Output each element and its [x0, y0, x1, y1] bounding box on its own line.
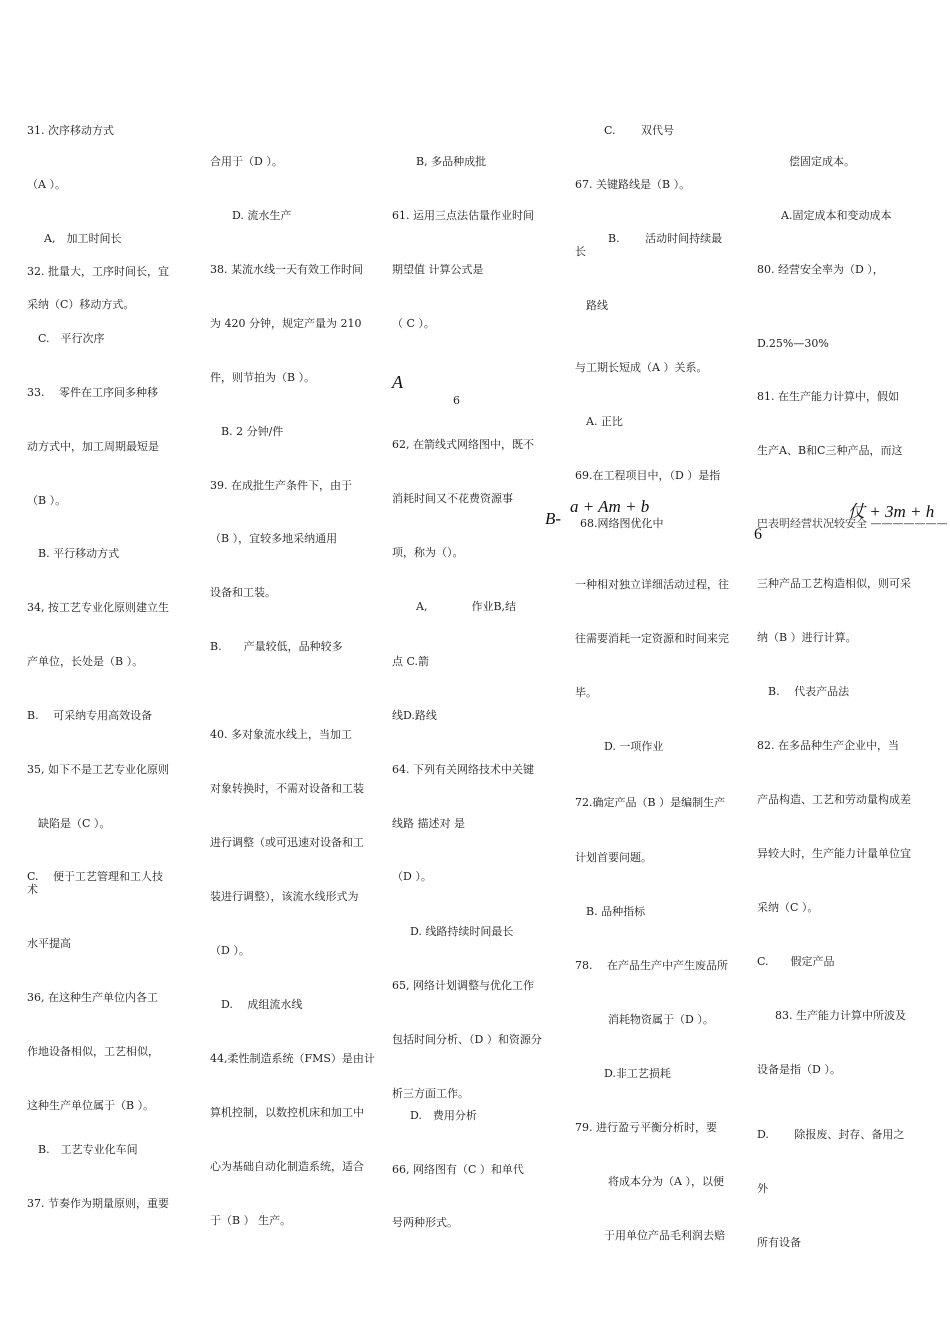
text-line: C. 平行次序	[38, 332, 105, 345]
text-line: D. 一项作业	[604, 740, 664, 753]
text-line: 件，则节拍为（B ）。	[210, 371, 316, 384]
text-line: 81. 在生产能力计算中，假如	[757, 390, 899, 403]
text-line: B. 代表产品法	[768, 685, 850, 698]
text-line: A.固定成本和变动成本	[781, 209, 892, 222]
text-line: 61. 运用三点法估量作业时间	[392, 209, 534, 222]
text-line: 39. 在成批生产条件下，由于	[210, 479, 352, 492]
text-line: 产品构造、工艺和劳动量构成差	[757, 793, 911, 806]
text-line: 62, 在箭线式网络图中，既不	[392, 438, 534, 451]
text-line: 于（B ） 生产。	[210, 1214, 292, 1227]
text-line: B. 2 分钟/件	[221, 425, 284, 438]
text-line: 偿固定成本。	[789, 155, 855, 168]
text-line: 号两种形式。	[392, 1216, 458, 1229]
text-line: （D ）。	[392, 870, 432, 883]
text-line: 65, 网络计划调整与优化工作	[392, 979, 534, 992]
text-line: 32. 批量大，工序时间长，宜	[27, 265, 169, 278]
text-line: 消耗时间又不花费资源事	[392, 492, 513, 505]
text-line: （A ）。	[27, 178, 66, 191]
text-line: A, 加工时间长	[44, 232, 122, 245]
text-line: D. 流水生产	[232, 209, 292, 222]
text-line: 点 C.箭	[392, 655, 430, 668]
text-line: 83. 生产能力计算中所波及	[775, 1009, 906, 1022]
text-line: 对象转换时，不需对设备和工装	[210, 782, 364, 795]
text-line: 进行调整（或可迅速对设备和工	[210, 836, 364, 849]
text-line: D. 成组流水线	[221, 998, 303, 1011]
formula-denominator: 6	[754, 526, 762, 543]
text-line: B. 平行移动方式	[38, 547, 120, 560]
text-line: 缺陷是（C ）。	[38, 817, 111, 830]
text-line: D.25%—30%	[757, 337, 829, 350]
text-line: 40. 多对象流水线上，当加工	[210, 728, 352, 741]
text-line: D. 除报废、封存、备用之	[757, 1128, 905, 1141]
text-line: 设备和工装。	[210, 586, 276, 599]
text-line: 纳（B ）进行计算。	[757, 631, 857, 644]
text-line: 长	[575, 245, 586, 258]
text-line: 一种相对独立详细活动过程，往	[575, 578, 729, 591]
text-line: 72.确定产品（B ）是编制生产	[575, 796, 726, 809]
text-line: 69.在工程项目中，（D ）是指	[575, 469, 721, 482]
text-line: C. 便于工艺管理和工人技	[27, 870, 164, 883]
text-line: （B ），宜较多地采纳通用	[210, 532, 338, 545]
text-line: 消耗物资属于（D ）。	[608, 1013, 714, 1026]
text-line: 三种产品工艺构造相似，则可采	[757, 577, 911, 590]
text-line: 水平提高	[27, 937, 71, 950]
text-line: 术	[27, 883, 38, 896]
text-line: 合用于（D ）。	[210, 155, 283, 168]
text-line: 将成本分为（A ），以便	[608, 1175, 724, 1188]
text-line: B. 可采纳专用高效设备	[27, 709, 153, 722]
text-line: 路线	[586, 299, 608, 312]
text-line: D.非工艺损耗	[604, 1067, 671, 1080]
text-line: 38. 某流水线一天有效工作时间	[210, 263, 363, 276]
text-line: A. 正比	[586, 415, 623, 428]
text-line: 生产A、B和C三种产品，而这	[757, 444, 903, 457]
text-line: 为 420 分钟，规定产量为 210	[210, 317, 362, 330]
text-line: 毕。	[575, 686, 597, 699]
text-line: C. 假定产品	[757, 955, 835, 968]
text-line: 82. 在多品种生产企业中，当	[757, 739, 899, 752]
text-line: A, 作业B,结	[416, 600, 517, 613]
text-line: 项，称为（）。	[392, 546, 464, 559]
text-line: 设备是指（D ）。	[757, 1063, 841, 1076]
text-line: B. 品种指标	[586, 905, 646, 918]
text-line: 这种生产单位属于（B ）。	[27, 1099, 155, 1112]
text-line: B. 活动时间持续最	[608, 232, 723, 245]
text-line: 于用单位产品毛利润去赔	[604, 1229, 725, 1242]
text-line: 装进行调整），该流水线形式为	[210, 890, 359, 903]
text-line: 64. 下列有关网络技术中关键	[392, 763, 534, 776]
text-line: 37. 节奏作为期量原则，重要	[27, 1197, 169, 1210]
text-line: B. 工艺专业化车间	[38, 1143, 138, 1156]
text-line: 采纳（C）移动方式。	[27, 298, 135, 311]
text-line: D. 费用分析	[410, 1109, 477, 1122]
text-line: 往需要消耗一定资源和时间来完	[575, 632, 729, 645]
text-line: 34, 按工艺专业化原则建立生	[27, 601, 169, 614]
text-line: 78. 在产品生产中产生废品所	[575, 959, 728, 972]
text-line: 31. 次序移动方式	[27, 124, 114, 137]
text-line: 33. 零件在工序间多种移	[27, 386, 158, 399]
text-line: 所有设备	[757, 1236, 801, 1249]
text-line: 动方式中，加工周期最短是	[27, 440, 159, 453]
text-line: 6	[453, 394, 460, 407]
text-line: 线D.路线	[392, 709, 437, 722]
text-line: 采纳（C ）。	[757, 901, 819, 914]
text-line: 80. 经营安全率为（D ），	[757, 263, 884, 276]
text-line: 心为基础自动化制造系统，适合	[210, 1160, 364, 1173]
text-line: 计划首要问题。	[575, 851, 652, 864]
formula-numerator-right: 仗 + 3m + h	[848, 502, 935, 521]
text-line: 析三方面工作。	[392, 1087, 469, 1100]
text-line: B. 产量较低，品种较多	[210, 640, 343, 653]
formula-overlay-text: 巴表明经营状况较安全 ———————	[757, 517, 948, 530]
text-line: 79. 进行盈亏平衡分析时，要	[575, 1121, 717, 1134]
formula-prefix: B-	[545, 509, 562, 528]
text-line: 68.网络图优化中	[580, 517, 664, 530]
formula-numerator-left: a + Am + b	[570, 497, 650, 516]
text-line: 线路 描述对 是	[392, 817, 465, 830]
text-line: 外	[757, 1182, 768, 1195]
text-line: 异较大时，生产能力计量单位宜	[757, 847, 911, 860]
text-line: 算机控制，以数控机床和加工中	[210, 1106, 364, 1119]
text-line: 与工期长短成（A ）关系。	[575, 361, 708, 374]
text-line: 产单位，长处是（B ）。	[27, 655, 144, 668]
text-line: B, 多品种成批	[416, 155, 487, 168]
text-line: D. 线路持续时间最长	[410, 925, 514, 938]
text-line: 期望值 计算公式是	[392, 263, 484, 276]
text-line: 44,柔性制造系统（FMS）是由计	[210, 1052, 375, 1065]
text-line: 66, 网络图有（C ）和单代	[392, 1163, 524, 1176]
text-line: C. 双代号	[604, 124, 675, 137]
text-line: 包括时间分析、（D ）和资源分	[392, 1033, 542, 1046]
text-line: （D ）。	[210, 944, 250, 957]
text-line: （B ）。	[27, 494, 67, 507]
text-line: 67. 关键路线是（B ）。	[575, 178, 691, 191]
text-line: 36, 在这种生产单位内各工	[27, 991, 158, 1004]
text-line: （ C ）。	[392, 317, 435, 330]
text-line: 35, 如下不是工艺专业化原则	[27, 763, 169, 776]
text-line: 作地设备相似，工艺相似，	[27, 1045, 159, 1058]
formula-symbol-a: A	[392, 372, 403, 392]
